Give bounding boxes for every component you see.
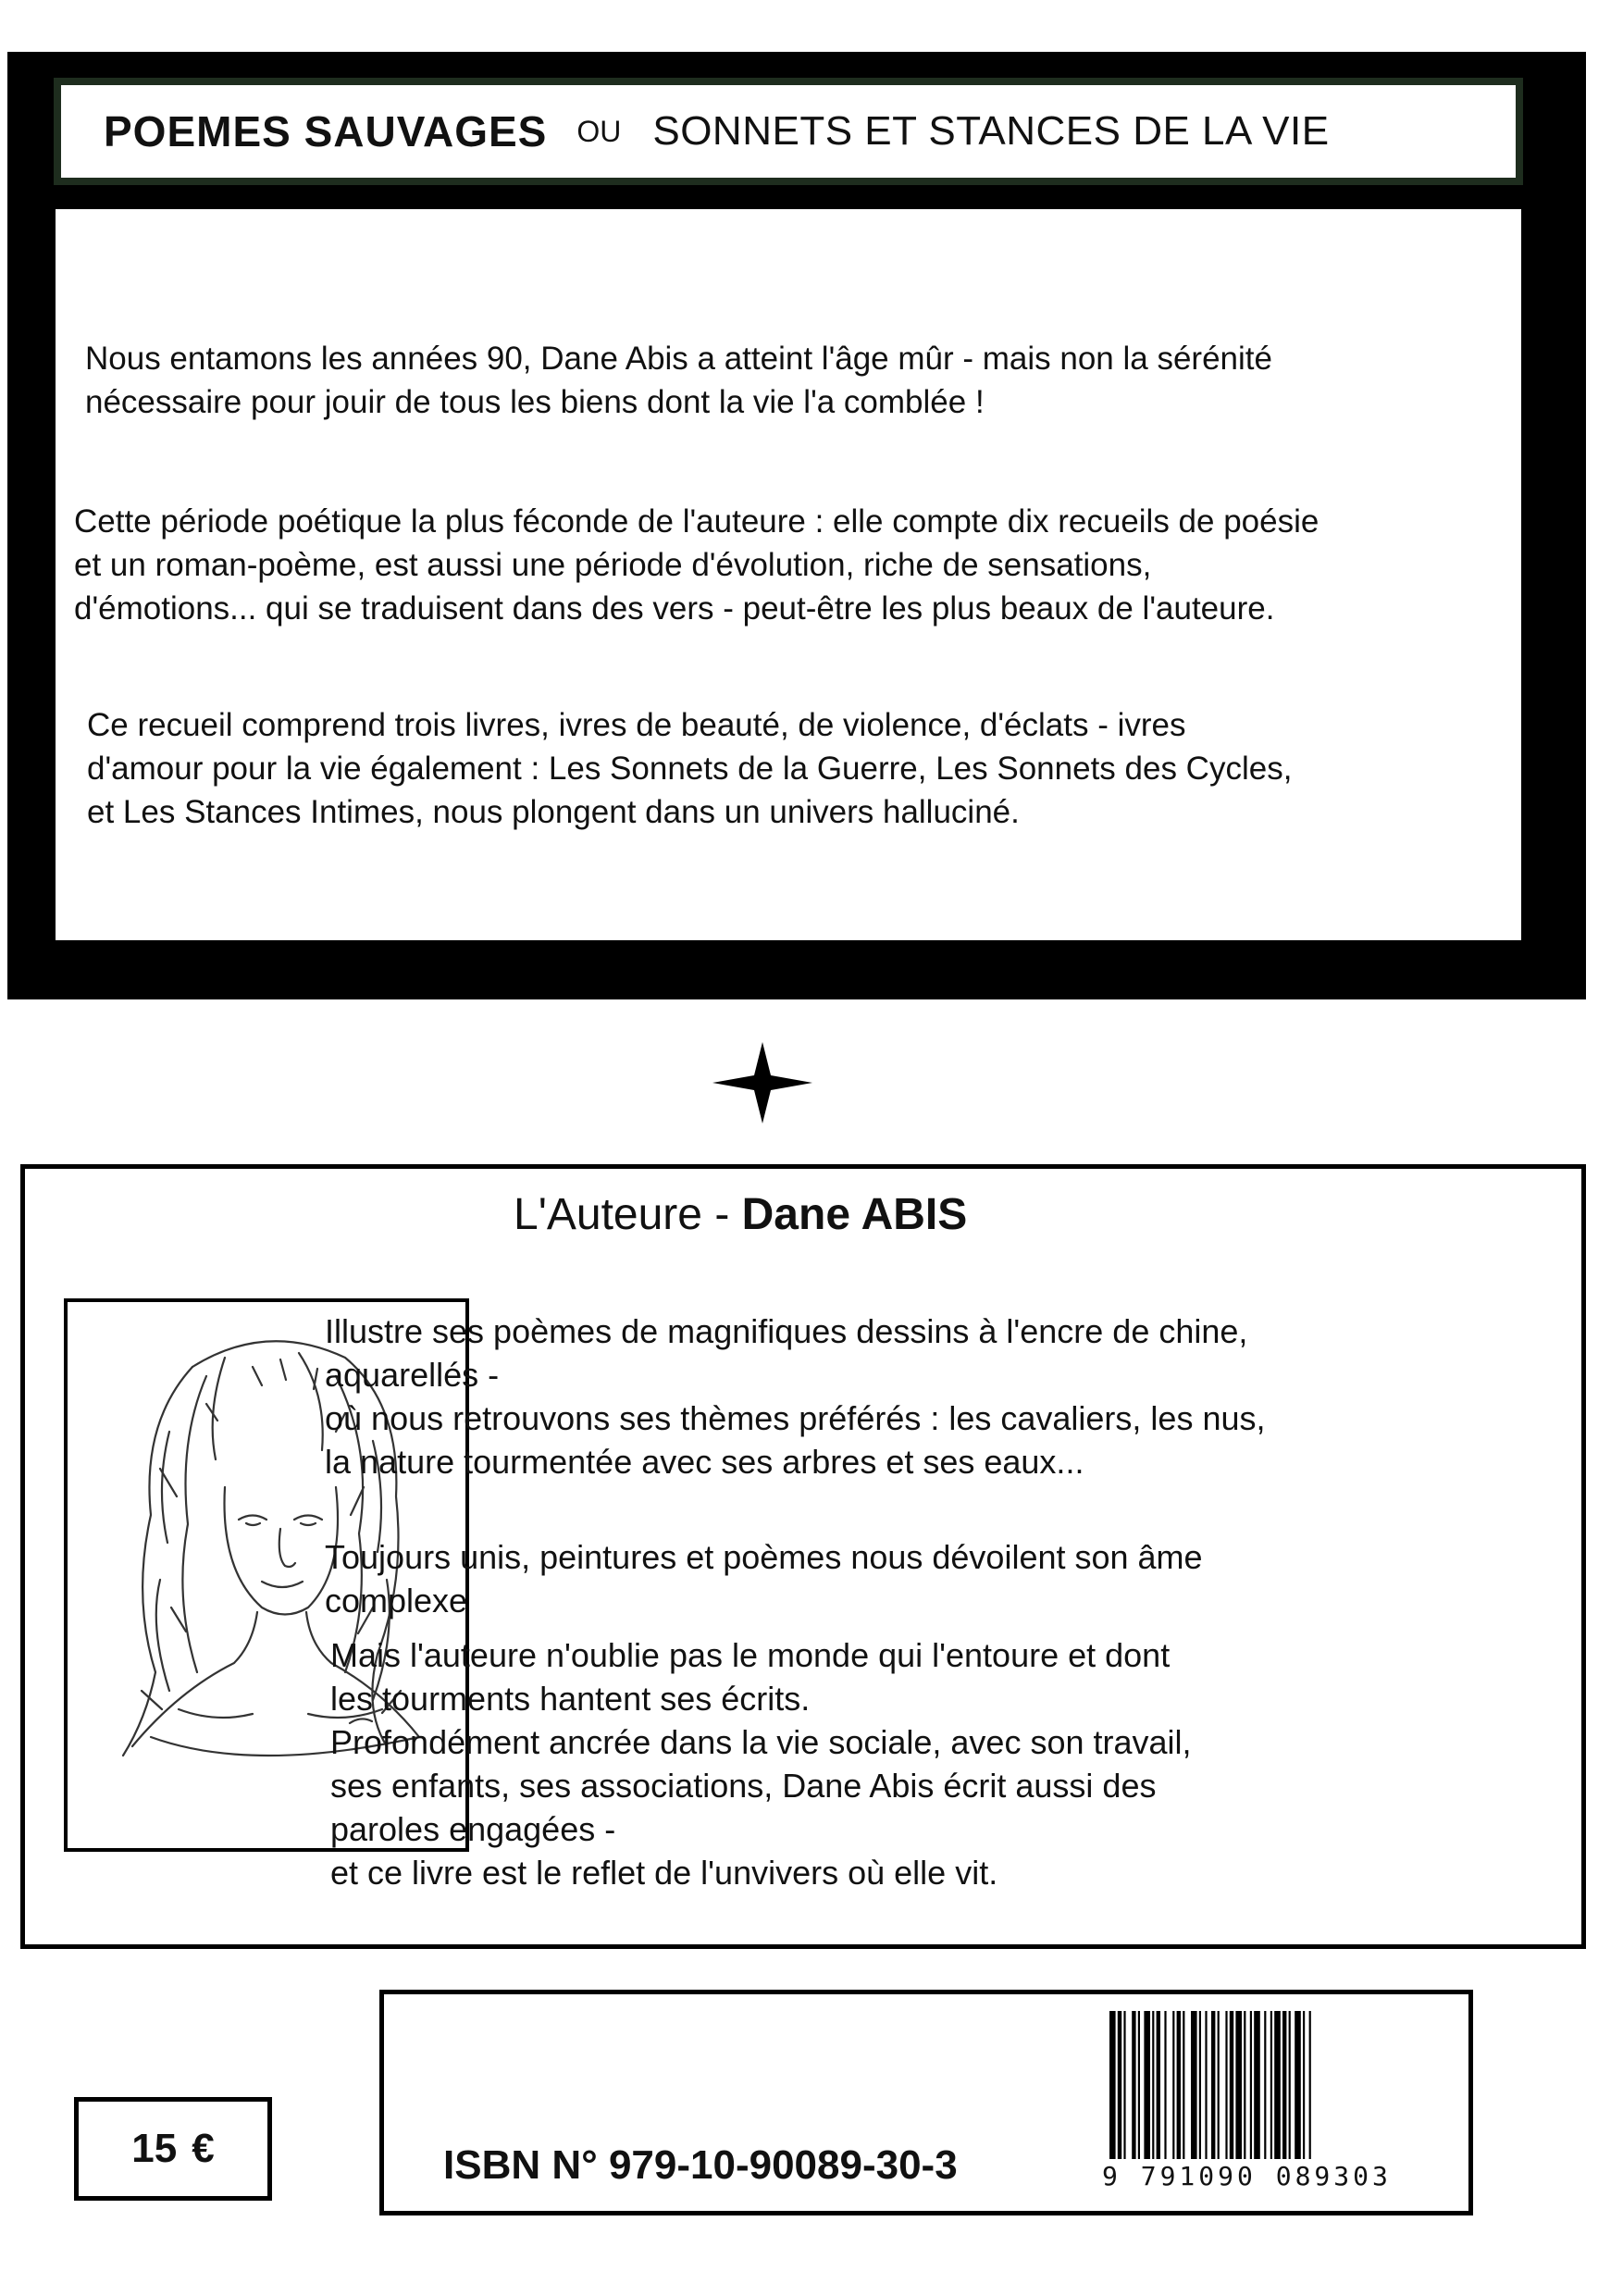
book-subtitle: SONNETS ET STANCES DE LA VIE bbox=[652, 108, 1330, 154]
barcode bbox=[1106, 2011, 1428, 2159]
isbn-box bbox=[379, 1990, 1473, 2215]
bio-paragraph-1: Illustre ses poèmes de magnifiques dessins à l'encre de chine, aquarellés - où nous retrouvons ses thèmes préférés : les cavaliers, les nus, la nature tourmentée avec ses arbres et ses eaux... bbox=[325, 1312, 1266, 1481]
blurb-paragraph-2: Cette période poétique la plus féconde de l'auteure : elle compte dix recueils de poésie et un roman-poème, est aussi une période d'évolution, riche de sensations, d'émotions... qui se traduisent dans des vers - peut-être les plus beaux de l'auteure. bbox=[74, 503, 1319, 627]
author-heading bbox=[514, 1189, 967, 1240]
blurb-paragraph-3: Ce recueil comprend trois livres, ivres de beauté, de violence, d'éclats - ivres d'amour pour la vie également : Les Sonnets de la Guerre, Les Sonnets des Cycles, et Les Stances Intimes, nous plongent dans un univers halluciné. bbox=[87, 707, 1293, 830]
barcode-digits: 9 791090 089303 bbox=[1102, 2161, 1392, 2191]
author-section bbox=[20, 1164, 1586, 1949]
isbn-label: ISBN N° 979-10-90089-30-3 bbox=[443, 2142, 958, 2188]
author-heading-prefix: L'Auteure - bbox=[514, 1190, 742, 1239]
price-tag bbox=[74, 2097, 272, 2201]
bio-paragraph-3: Mais l'auteure n'oublie pas le monde qui l'entoure et dont les tourments hantent ses écrits. Profondément ancrée dans la vie sociale, avec son travail, ses enfants, ses associations, Dane Abis écrit aussi des paroles engagées - et ce livre est le reflet de l'unvivers où elle vit. bbox=[330, 1636, 1192, 1892]
blurb-paragraph-1: Nous entamons les années 90, Dane Abis a atteint l'âge mûr - mais non la sérénité nécessaire pour jouir de tous les biens dont la vie l'a comblée ! bbox=[85, 341, 1272, 420]
author-name: Dane ABIS bbox=[741, 1190, 968, 1239]
title-conjunction: OU bbox=[576, 114, 622, 148]
book-title-bar bbox=[54, 78, 1523, 185]
price-currency: € bbox=[192, 2126, 215, 2171]
price-amount: 15 bbox=[131, 2126, 178, 2171]
book-title: POEMES SAUVAGES bbox=[104, 107, 548, 155]
bio-paragraph-2: Toujours unis, peintures et poèmes nous dévoilent son âme complexe bbox=[325, 1538, 1203, 1620]
four-point-star-icon bbox=[712, 1042, 812, 1123]
blurb-box bbox=[56, 209, 1521, 940]
